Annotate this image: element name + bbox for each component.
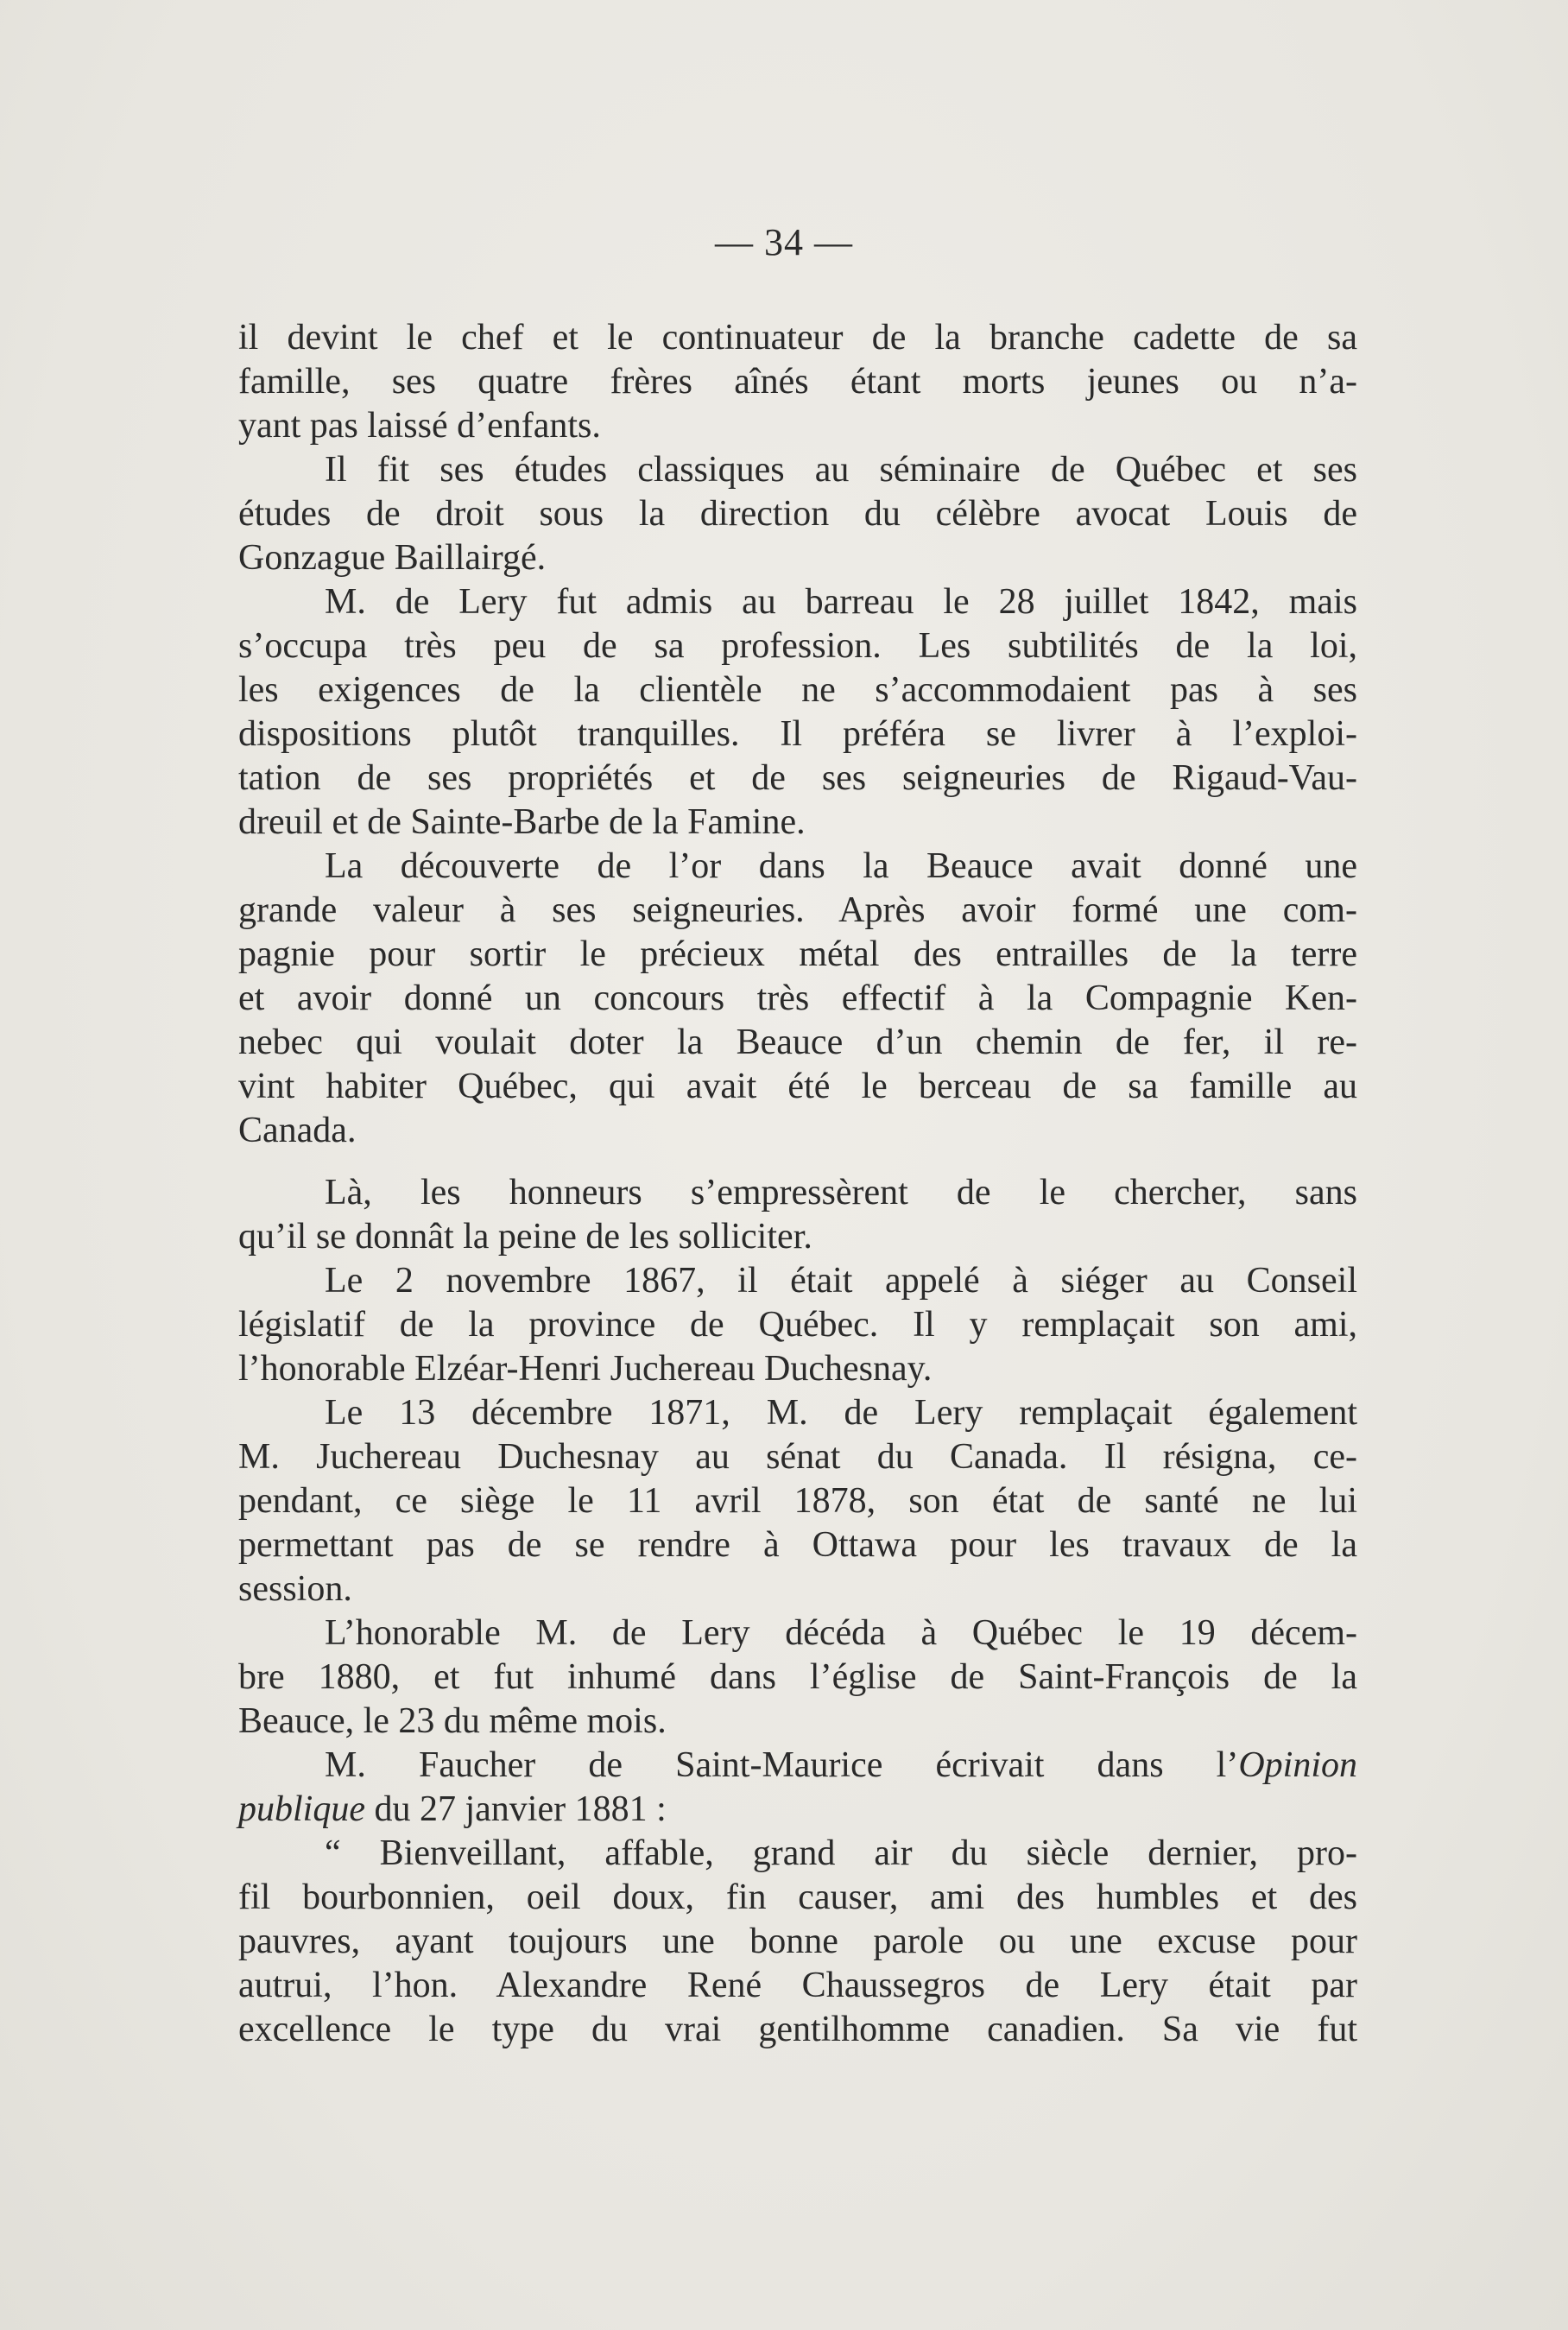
- paragraph: [238, 1611, 1357, 1744]
- paragraph: [238, 845, 1357, 1153]
- text-line: L’honorable M. de Lery décéda à Québec le 19 décem-: [325, 1613, 1357, 1653]
- text-line: dreuil et de Sainte-Barbe de la Famine.: [238, 802, 806, 842]
- text-line: fil bourbonnien, oeil doux, fin causer, ami des humbles et des: [238, 1877, 1357, 1917]
- text-line: tation de ses propriétés et de ses seigneuries de Rigaud-Vau-: [238, 758, 1357, 798]
- text-line: études de droit sous la direction du célèbre avocat Louis de: [238, 494, 1357, 534]
- text-line: pendant, ce siège le 11 avril 1878, son état de santé ne lui: [238, 1481, 1357, 1521]
- text-line: il devint le chef et le continuateur de la branche cadette de sa: [238, 318, 1357, 358]
- text-line: grande valeur à ses seigneuries. Après avoir formé une com-: [238, 890, 1357, 930]
- text-line: La découverte de l’or dans la Beauce avait donné une: [325, 846, 1357, 886]
- text-line: nebec qui voulait doter la Beauce d’un chemin de fer, il re-: [238, 1023, 1357, 1062]
- text-line: législatif de la province de Québec. Il y remplaçait son ami,: [238, 1305, 1357, 1345]
- text-line: M. Juchereau Duchesnay au sénat du Canada. Il résigna, ce-: [238, 1437, 1357, 1477]
- text-line: “ Bienveillant, affable, grand air du siècle dernier, pro-: [325, 1833, 1357, 1873]
- text-line: bre 1880, et fut inhumé dans l’église de Saint-François de la: [238, 1657, 1357, 1697]
- text-line: famille, ses quatre frères aînés étant morts jeunes ou n’a-: [238, 362, 1357, 402]
- text-line: vint habiter Québec, qui avait été le berceau de sa famille au: [238, 1067, 1357, 1106]
- text-line: M. Faucher de Saint-Maurice écrivait dans l’Opinion: [325, 1745, 1357, 1785]
- text-line: M. de Lery fut admis au barreau le 28 juillet 1842, mais: [325, 582, 1357, 622]
- paragraph: [238, 1391, 1357, 1611]
- text-line: permettant pas de se rendre à Ottawa pour les travaux de la: [238, 1525, 1357, 1565]
- text-line: excellence le type du vrai gentilhomme canadien. Sa vie fut: [238, 2010, 1357, 2049]
- text-line: dispositions plutôt tranquilles. Il préféra se livrer à l’exploi-: [238, 714, 1357, 754]
- paragraph: [238, 580, 1357, 845]
- paragraph: [238, 1171, 1357, 1259]
- page-number: — 34 —: [715, 221, 853, 263]
- text-line: session.: [238, 1569, 352, 1609]
- text-line: Beauce, le 23 du même mois.: [238, 1701, 667, 1741]
- text-line: qu’il se donnât la peine de les solliciter.: [238, 1217, 812, 1257]
- text-line: les exigences de la clientèle ne s’accommodaient pas à ses: [238, 670, 1357, 710]
- text-line: pauvres, ayant toujours une bonne parole ou une excuse pour: [238, 1922, 1357, 1961]
- body-text: [238, 316, 1357, 2052]
- paragraph-gap: [238, 1153, 1357, 1171]
- text-line: Le 2 novembre 1867, il était appelé à siéger au Conseil: [325, 1261, 1357, 1301]
- text-line: Gonzague Baillairgé.: [238, 538, 547, 578]
- text-line: yant pas laissé d’enfants.: [238, 406, 601, 446]
- paragraph: [238, 316, 1357, 448]
- text-line: Le 13 décembre 1871, M. de Lery remplaçait également: [325, 1393, 1357, 1433]
- text-line: Il fit ses études classiques au séminaire de Québec et ses: [325, 450, 1357, 490]
- paragraph: [238, 1832, 1357, 2052]
- text-line: et avoir donné un concours très effectif à la Compagnie Ken-: [238, 978, 1357, 1018]
- paragraph: [238, 1259, 1357, 1391]
- paragraph: [238, 448, 1357, 580]
- text-line: Canada.: [238, 1111, 357, 1150]
- text-line: pagnie pour sortir le précieux métal des entrailles de la terre: [238, 934, 1357, 974]
- text-line: s’occupa très peu de sa profession. Les subtilités de la loi,: [238, 626, 1357, 666]
- text-line: autrui, l’hon. Alexandre René Chaussegros de Lery était par: [238, 1966, 1357, 2005]
- text-line: l’honorable Elzéar-Henri Juchereau Duchesnay.: [238, 1349, 933, 1389]
- text-line: publique du 27 janvier 1881 :: [238, 1789, 667, 1829]
- paragraph: [238, 1744, 1357, 1832]
- text-line: Là, les honneurs s’empressèrent de le chercher, sans: [325, 1173, 1357, 1212]
